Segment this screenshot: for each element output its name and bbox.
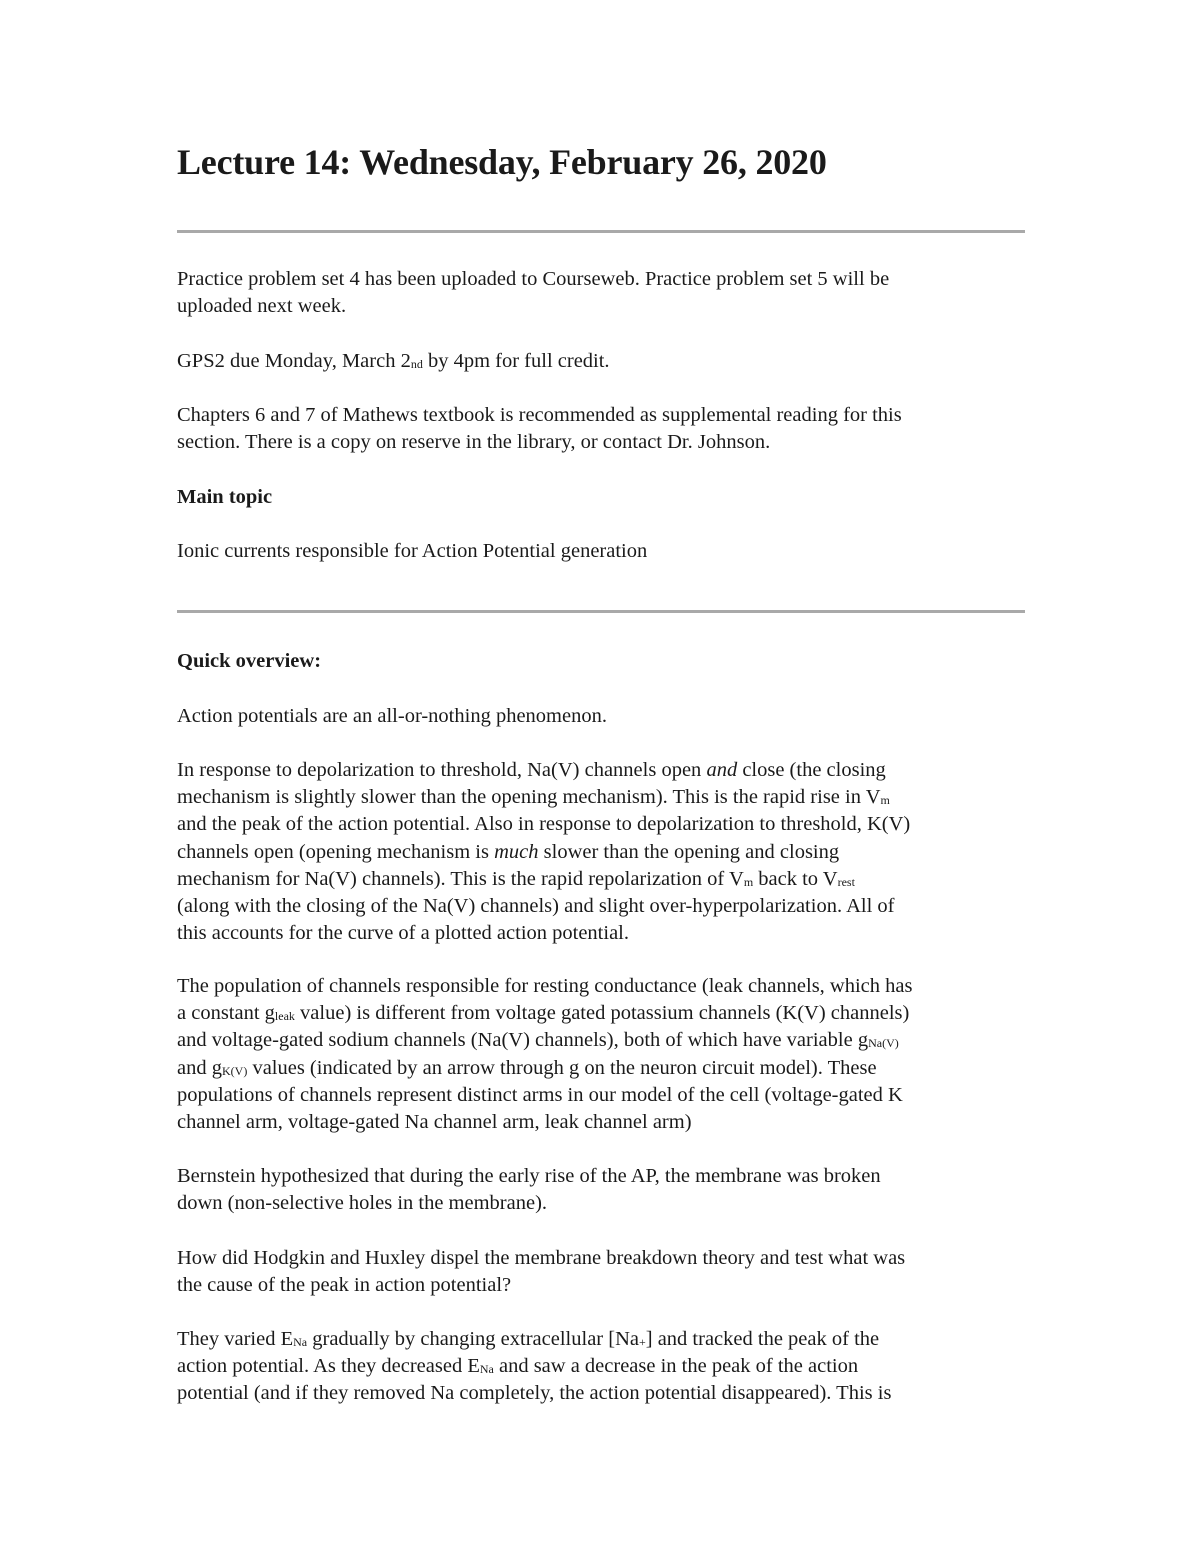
text-line: and the peak of the action potential. Also in response to depolarization to threshold, K(V) [177, 813, 911, 836]
text-line: populations of channels represent distinct arms in our model of the cell (voltage-gated K [177, 1083, 903, 1106]
overview-channel-dynamics [177, 757, 1025, 947]
text-line: (along with the closing of the Na(V) channels) and slight over-hyperpolarization. All of [177, 895, 895, 918]
text-line: mechanism for Na(V) channels). This is the rapid repolarization of $V_m$ back to $V_{rest}$ [177, 867, 855, 890]
announcement-gps2-due [177, 348, 1025, 375]
text-line: down (non-selective holes in the membrane). [177, 1192, 548, 1215]
text-line: mechanism is slightly slower than the opening mechanism). This is the rapid rise in $V_m$ [177, 786, 890, 809]
text-line: a constant $g_{leak}$ value) is different from voltage gated potassium channels (K(V) channels) [177, 1002, 910, 1025]
main-topic-heading: Main topic [177, 486, 273, 508]
overview-channel-populations [177, 973, 1025, 1136]
text-line: channel arm, voltage-gated Na channel arm, leak channel arm) [177, 1111, 692, 1134]
text-line: channels open (opening mechanism is much slower than the opening and closing [177, 840, 840, 863]
text-line: uploaded next week. [177, 295, 347, 318]
overview-all-or-nothing: Action potentials are an all-or-nothing phenomenon. [177, 705, 607, 727]
text-line: the cause of the peak in action potential? [177, 1274, 512, 1297]
overview-hodgkin-huxley-question [177, 1245, 1025, 1299]
text-line: The population of channels responsible for resting conductance (leak channels, which has [177, 975, 913, 997]
text-line: this accounts for the curve of a plotted action potential. [177, 922, 629, 945]
overview-hodgkin-huxley-answer [177, 1326, 1025, 1408]
overview-heading: Quick overview: [177, 650, 322, 672]
text-line: Chapters 6 and 7 of Mathews textbook is recommended as supplemental reading for this [177, 404, 902, 426]
text-line: and $g_{K(V)}$ values (indicated by an arrow through g on the neuron circuit model). These [177, 1056, 877, 1079]
text-line: In response to depolarization to threshold, Na(V) channels open and close (the closing [177, 759, 886, 781]
text-line: They varied $E_{Na}$ gradually by changing extracellular $[Na_+]$ and tracked the peak of the [177, 1328, 880, 1350]
divider-top [177, 230, 1025, 233]
text-line: Bernstein hypothesized that during the early rise of the AP, the membrane was broken [177, 1165, 881, 1187]
announcement-practice-sets [177, 266, 1025, 320]
text-line: Practice problem set 4 has been uploaded to Courseweb. Practice problem set 5 will be [177, 268, 890, 290]
overview-bernstein [177, 1163, 1025, 1217]
text-line: potential (and if they removed Na completely, the action potential disappeared). This is [177, 1382, 892, 1405]
page-title: Lecture 14: Wednesday, February 26, 2020 [177, 142, 827, 182]
announcement-reading [177, 402, 1025, 456]
main-topic-text: Ionic currents responsible for Action Potential generation [177, 540, 648, 562]
divider-middle [177, 610, 1025, 613]
text-line: GPS2 due Monday, March $2_{nd}$ by 4pm for full credit. [177, 350, 610, 372]
text-line: section. There is a copy on reserve in the library, or contact Dr. Johnson. [177, 431, 771, 454]
text-line: How did Hodgkin and Huxley dispel the membrane breakdown theory and test what was [177, 1247, 906, 1269]
text-line: and voltage-gated sodium channels (Na(V) channels), both of which have variable $g_{Na(V)}$ [177, 1029, 899, 1052]
text-line: action potential. As they decreased $E_{Na}$ and saw a decrease in the peak of the action [177, 1355, 859, 1378]
